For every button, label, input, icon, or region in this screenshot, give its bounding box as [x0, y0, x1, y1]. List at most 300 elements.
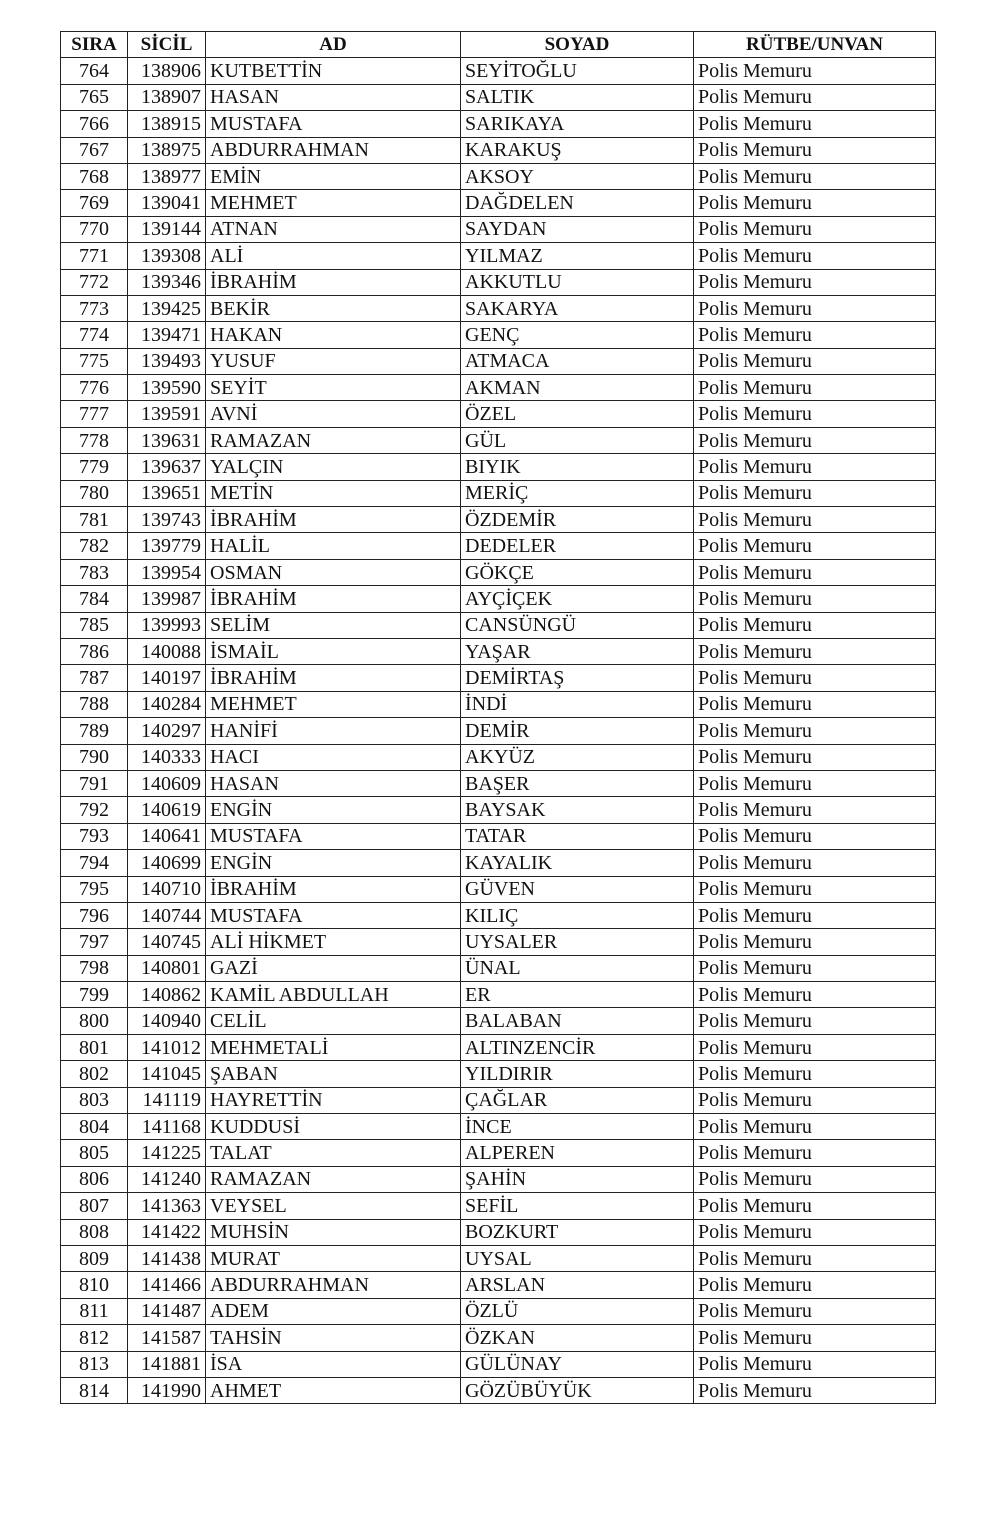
cell-ad: ŞABAN [206, 1061, 461, 1087]
cell-sira: 780 [61, 480, 128, 506]
table-row [61, 111, 936, 137]
cell-sira: 799 [61, 982, 128, 1008]
cell-soyad: TATAR [461, 823, 694, 849]
table-row [61, 427, 936, 453]
table-row [61, 770, 936, 796]
cell-soyad: DEDELER [461, 533, 694, 559]
cell-sicil: 141363 [128, 1193, 206, 1219]
cell-ad: MEHMET [206, 190, 461, 216]
cell-ad: MEHMET [206, 691, 461, 717]
cell-soyad: SEFİL [461, 1193, 694, 1219]
cell-soyad: ÖZEL [461, 401, 694, 427]
cell-soyad: ALTINZENCİR [461, 1034, 694, 1060]
cell-ad: İSMAİL [206, 638, 461, 664]
cell-sira: 766 [61, 111, 128, 137]
cell-rutbe: Polis Memuru [694, 1061, 936, 1087]
cell-rutbe: Polis Memuru [694, 454, 936, 480]
cell-sira: 794 [61, 850, 128, 876]
cell-soyad: BAYSAK [461, 797, 694, 823]
cell-soyad: ÇAĞLAR [461, 1087, 694, 1113]
cell-rutbe: Polis Memuru [694, 850, 936, 876]
cell-ad: HAYRETTİN [206, 1087, 461, 1113]
cell-soyad: ALPEREN [461, 1140, 694, 1166]
table-row [61, 665, 936, 691]
cell-sira: 792 [61, 797, 128, 823]
cell-sira: 785 [61, 612, 128, 638]
cell-sicil: 140744 [128, 902, 206, 928]
table-row [61, 1377, 936, 1403]
cell-sicil: 139144 [128, 216, 206, 242]
cell-rutbe: Polis Memuru [694, 1140, 936, 1166]
cell-ad: ATNAN [206, 216, 461, 242]
cell-sicil: 139993 [128, 612, 206, 638]
cell-rutbe: Polis Memuru [694, 638, 936, 664]
table-row [61, 612, 936, 638]
table-row [61, 1351, 936, 1377]
table-row [61, 243, 936, 269]
cell-ad: KUTBETTİN [206, 58, 461, 84]
cell-sicil: 139779 [128, 533, 206, 559]
cell-soyad: SAKARYA [461, 295, 694, 321]
cell-sira: 769 [61, 190, 128, 216]
cell-sicil: 139651 [128, 480, 206, 506]
cell-rutbe: Polis Memuru [694, 322, 936, 348]
cell-ad: ALİ [206, 243, 461, 269]
cell-sicil: 140940 [128, 1008, 206, 1034]
cell-soyad: ÖZKAN [461, 1325, 694, 1351]
cell-ad: KUDDUSİ [206, 1114, 461, 1140]
cell-ad: YUSUF [206, 348, 461, 374]
cell-rutbe: Polis Memuru [694, 1166, 936, 1192]
cell-sira: 806 [61, 1166, 128, 1192]
table-row [61, 1166, 936, 1192]
cell-ad: ABDURRAHMAN [206, 137, 461, 163]
cell-soyad: DEMİRTAŞ [461, 665, 694, 691]
table-row [61, 269, 936, 295]
cell-soyad: SAYDAN [461, 216, 694, 242]
cell-sira: 773 [61, 295, 128, 321]
cell-sicil: 139954 [128, 559, 206, 585]
cell-sira: 775 [61, 348, 128, 374]
cell-sicil: 138975 [128, 137, 206, 163]
cell-rutbe: Polis Memuru [694, 1219, 936, 1245]
cell-soyad: GÜLÜNAY [461, 1351, 694, 1377]
cell-sira: 782 [61, 533, 128, 559]
cell-ad: HASAN [206, 770, 461, 796]
cell-rutbe: Polis Memuru [694, 665, 936, 691]
cell-sira: 778 [61, 427, 128, 453]
cell-sicil: 138915 [128, 111, 206, 137]
cell-sicil: 140710 [128, 876, 206, 902]
cell-ad: ADEM [206, 1298, 461, 1324]
cell-sira: 788 [61, 691, 128, 717]
column-header-rutbe: RÜTBE/UNVAN [694, 32, 936, 58]
cell-ad: MEHMETALİ [206, 1034, 461, 1060]
table-row [61, 507, 936, 533]
cell-sicil: 140619 [128, 797, 206, 823]
cell-sicil: 140297 [128, 718, 206, 744]
cell-sira: 781 [61, 507, 128, 533]
cell-sira: 801 [61, 1034, 128, 1060]
table-row [61, 533, 936, 559]
cell-ad: MUSTAFA [206, 902, 461, 928]
cell-ad: AVNİ [206, 401, 461, 427]
cell-ad: VEYSEL [206, 1193, 461, 1219]
cell-rutbe: Polis Memuru [694, 137, 936, 163]
cell-soyad: SALTIK [461, 84, 694, 110]
cell-ad: İBRAHİM [206, 269, 461, 295]
cell-sira: 791 [61, 770, 128, 796]
cell-ad: SELİM [206, 612, 461, 638]
table-row [61, 823, 936, 849]
cell-sira: 776 [61, 375, 128, 401]
cell-soyad: UYSAL [461, 1245, 694, 1271]
table-row [61, 163, 936, 189]
cell-ad: İSA [206, 1351, 461, 1377]
cell-sira: 808 [61, 1219, 128, 1245]
cell-sicil: 138906 [128, 58, 206, 84]
cell-sira: 803 [61, 1087, 128, 1113]
cell-soyad: SARIKAYA [461, 111, 694, 137]
table-row [61, 322, 936, 348]
table-row [61, 1298, 936, 1324]
cell-ad: TAHSİN [206, 1325, 461, 1351]
cell-ad: SEYİT [206, 375, 461, 401]
cell-rutbe: Polis Memuru [694, 1193, 936, 1219]
cell-rutbe: Polis Memuru [694, 770, 936, 796]
cell-soyad: GÜVEN [461, 876, 694, 902]
cell-ad: İBRAHİM [206, 507, 461, 533]
cell-sira: 797 [61, 929, 128, 955]
cell-sira: 787 [61, 665, 128, 691]
cell-sicil: 139041 [128, 190, 206, 216]
cell-ad: GAZİ [206, 955, 461, 981]
cell-soyad: AKMAN [461, 375, 694, 401]
cell-sicil: 140801 [128, 955, 206, 981]
cell-rutbe: Polis Memuru [694, 190, 936, 216]
cell-soyad: CANSÜNGÜ [461, 612, 694, 638]
cell-ad: KAMİL ABDULLAH [206, 982, 461, 1008]
cell-rutbe: Polis Memuru [694, 902, 936, 928]
table-row [61, 1140, 936, 1166]
cell-sira: 764 [61, 58, 128, 84]
cell-soyad: BALABAN [461, 1008, 694, 1034]
cell-rutbe: Polis Memuru [694, 1087, 936, 1113]
cell-sira: 771 [61, 243, 128, 269]
cell-ad: MUHSİN [206, 1219, 461, 1245]
cell-sicil: 141240 [128, 1166, 206, 1192]
table-row [61, 1193, 936, 1219]
cell-ad: MUSTAFA [206, 823, 461, 849]
cell-soyad: BIYIK [461, 454, 694, 480]
cell-sicil: 140088 [128, 638, 206, 664]
cell-rutbe: Polis Memuru [694, 1272, 936, 1298]
cell-sicil: 140641 [128, 823, 206, 849]
cell-sira: 770 [61, 216, 128, 242]
cell-ad: HAKAN [206, 322, 461, 348]
table-row [61, 84, 936, 110]
cell-sicil: 140699 [128, 850, 206, 876]
cell-sicil: 141487 [128, 1298, 206, 1324]
cell-soyad: ÜNAL [461, 955, 694, 981]
cell-sira: 779 [61, 454, 128, 480]
cell-sira: 789 [61, 718, 128, 744]
cell-sicil: 139471 [128, 322, 206, 348]
cell-sira: 774 [61, 322, 128, 348]
cell-soyad: UYSALER [461, 929, 694, 955]
cell-soyad: BOZKURT [461, 1219, 694, 1245]
cell-sicil: 139743 [128, 507, 206, 533]
cell-sicil: 139591 [128, 401, 206, 427]
cell-soyad: AKYÜZ [461, 744, 694, 770]
table-row [61, 559, 936, 585]
cell-soyad: KAYALIK [461, 850, 694, 876]
cell-rutbe: Polis Memuru [694, 295, 936, 321]
table-row [61, 1087, 936, 1113]
cell-rutbe: Polis Memuru [694, 348, 936, 374]
cell-ad: AHMET [206, 1377, 461, 1403]
cell-soyad: ŞAHİN [461, 1166, 694, 1192]
cell-soyad: GÜL [461, 427, 694, 453]
table-row [61, 401, 936, 427]
cell-soyad: AKSOY [461, 163, 694, 189]
cell-rutbe: Polis Memuru [694, 797, 936, 823]
cell-sira: 809 [61, 1245, 128, 1271]
cell-ad: HALİL [206, 533, 461, 559]
cell-sira: 786 [61, 638, 128, 664]
table-row [61, 1272, 936, 1298]
cell-ad: OSMAN [206, 559, 461, 585]
cell-sicil: 140862 [128, 982, 206, 1008]
cell-soyad: GENÇ [461, 322, 694, 348]
table-row [61, 586, 936, 612]
cell-soyad: ATMACA [461, 348, 694, 374]
cell-rutbe: Polis Memuru [694, 533, 936, 559]
table-row [61, 929, 936, 955]
header-row [61, 32, 936, 58]
cell-sira: 814 [61, 1377, 128, 1403]
cell-rutbe: Polis Memuru [694, 876, 936, 902]
cell-rutbe: Polis Memuru [694, 1298, 936, 1324]
cell-rutbe: Polis Memuru [694, 823, 936, 849]
cell-ad: CELİL [206, 1008, 461, 1034]
cell-soyad: YILDIRIR [461, 1061, 694, 1087]
table-row [61, 876, 936, 902]
cell-sicil: 139987 [128, 586, 206, 612]
table-row [61, 348, 936, 374]
cell-sicil: 141422 [128, 1219, 206, 1245]
cell-rutbe: Polis Memuru [694, 1377, 936, 1403]
column-header-soyad: SOYAD [461, 32, 694, 58]
cell-soyad: KILIÇ [461, 902, 694, 928]
cell-sicil: 141881 [128, 1351, 206, 1377]
cell-ad: EMİN [206, 163, 461, 189]
cell-sira: 807 [61, 1193, 128, 1219]
cell-sira: 777 [61, 401, 128, 427]
column-header-ad: AD [206, 32, 461, 58]
cell-soyad: ÖZLÜ [461, 1298, 694, 1324]
cell-soyad: YAŞAR [461, 638, 694, 664]
cell-sira: 796 [61, 902, 128, 928]
cell-sira: 772 [61, 269, 128, 295]
cell-rutbe: Polis Memuru [694, 586, 936, 612]
cell-sira: 768 [61, 163, 128, 189]
table-row [61, 1061, 936, 1087]
cell-rutbe: Polis Memuru [694, 744, 936, 770]
cell-rutbe: Polis Memuru [694, 84, 936, 110]
cell-ad: RAMAZAN [206, 1166, 461, 1192]
cell-sicil: 141438 [128, 1245, 206, 1271]
column-header-sira: SIRA [61, 32, 128, 58]
cell-ad: ENGİN [206, 850, 461, 876]
cell-sicil: 139631 [128, 427, 206, 453]
cell-sicil: 141225 [128, 1140, 206, 1166]
cell-rutbe: Polis Memuru [694, 1351, 936, 1377]
cell-soyad: İNDİ [461, 691, 694, 717]
cell-ad: ENGİN [206, 797, 461, 823]
cell-rutbe: Polis Memuru [694, 427, 936, 453]
column-header-sicil: SİCİL [128, 32, 206, 58]
cell-sicil: 138977 [128, 163, 206, 189]
table-row [61, 216, 936, 242]
cell-soyad: AYÇİÇEK [461, 586, 694, 612]
cell-rutbe: Polis Memuru [694, 216, 936, 242]
cell-sira: 805 [61, 1140, 128, 1166]
cell-rutbe: Polis Memuru [694, 163, 936, 189]
cell-rutbe: Polis Memuru [694, 111, 936, 137]
cell-ad: METİN [206, 480, 461, 506]
cell-rutbe: Polis Memuru [694, 269, 936, 295]
cell-ad: MUSTAFA [206, 111, 461, 137]
table-row [61, 902, 936, 928]
table-row [61, 1325, 936, 1351]
cell-sira: 811 [61, 1298, 128, 1324]
table-row [61, 375, 936, 401]
cell-sicil: 141119 [128, 1087, 206, 1113]
cell-ad: HANİFİ [206, 718, 461, 744]
cell-soyad: ARSLAN [461, 1272, 694, 1298]
table-row [61, 744, 936, 770]
cell-rutbe: Polis Memuru [694, 58, 936, 84]
cell-sicil: 140197 [128, 665, 206, 691]
cell-soyad: MERİÇ [461, 480, 694, 506]
cell-ad: ALİ HİKMET [206, 929, 461, 955]
table-row [61, 454, 936, 480]
cell-rutbe: Polis Memuru [694, 1245, 936, 1271]
cell-ad: RAMAZAN [206, 427, 461, 453]
table-row [61, 638, 936, 664]
table-row [61, 1034, 936, 1060]
cell-soyad: AKKUTLU [461, 269, 694, 295]
cell-sicil: 138907 [128, 84, 206, 110]
table-row [61, 691, 936, 717]
cell-rutbe: Polis Memuru [694, 480, 936, 506]
table-row [61, 850, 936, 876]
table-row [61, 1114, 936, 1140]
cell-soyad: GÖZÜBÜYÜK [461, 1377, 694, 1403]
table-row [61, 137, 936, 163]
cell-soyad: SEYİTOĞLU [461, 58, 694, 84]
cell-sicil: 141587 [128, 1325, 206, 1351]
cell-rutbe: Polis Memuru [694, 612, 936, 638]
cell-sira: 810 [61, 1272, 128, 1298]
cell-soyad: GÖKÇE [461, 559, 694, 585]
cell-soyad: ER [461, 982, 694, 1008]
cell-sicil: 139590 [128, 375, 206, 401]
cell-ad: HASAN [206, 84, 461, 110]
cell-sicil: 139493 [128, 348, 206, 374]
cell-sira: 813 [61, 1351, 128, 1377]
cell-soyad: ÖZDEMİR [461, 507, 694, 533]
cell-sicil: 140609 [128, 770, 206, 796]
table-row [61, 955, 936, 981]
cell-rutbe: Polis Memuru [694, 1034, 936, 1060]
cell-sira: 784 [61, 586, 128, 612]
cell-rutbe: Polis Memuru [694, 1008, 936, 1034]
cell-sicil: 139346 [128, 269, 206, 295]
cell-ad: ABDURRAHMAN [206, 1272, 461, 1298]
table-row [61, 797, 936, 823]
cell-sicil: 139637 [128, 454, 206, 480]
cell-ad: İBRAHİM [206, 586, 461, 612]
table-row [61, 58, 936, 84]
cell-sira: 793 [61, 823, 128, 849]
cell-rutbe: Polis Memuru [694, 955, 936, 981]
table-row [61, 1245, 936, 1271]
cell-sira: 795 [61, 876, 128, 902]
cell-sicil: 141012 [128, 1034, 206, 1060]
cell-sira: 800 [61, 1008, 128, 1034]
cell-soyad: DEMİR [461, 718, 694, 744]
personnel-table [60, 31, 936, 1404]
cell-rutbe: Polis Memuru [694, 401, 936, 427]
cell-ad: YALÇIN [206, 454, 461, 480]
cell-soyad: BAŞER [461, 770, 694, 796]
cell-rutbe: Polis Memuru [694, 1114, 936, 1140]
cell-ad: BEKİR [206, 295, 461, 321]
table-row [61, 1219, 936, 1245]
cell-rutbe: Polis Memuru [694, 929, 936, 955]
cell-sicil: 141168 [128, 1114, 206, 1140]
cell-sicil: 141990 [128, 1377, 206, 1403]
cell-sicil: 139425 [128, 295, 206, 321]
cell-rutbe: Polis Memuru [694, 982, 936, 1008]
table-body [61, 58, 936, 1404]
cell-sicil: 141045 [128, 1061, 206, 1087]
cell-rutbe: Polis Memuru [694, 718, 936, 744]
cell-ad: İBRAHİM [206, 665, 461, 691]
cell-rutbe: Polis Memuru [694, 1325, 936, 1351]
table-row [61, 1008, 936, 1034]
cell-ad: HACI [206, 744, 461, 770]
table-row [61, 718, 936, 744]
cell-soyad: İNCE [461, 1114, 694, 1140]
cell-rutbe: Polis Memuru [694, 243, 936, 269]
table-row [61, 982, 936, 1008]
cell-soyad: YILMAZ [461, 243, 694, 269]
cell-sicil: 139308 [128, 243, 206, 269]
cell-sicil: 140745 [128, 929, 206, 955]
cell-ad: TALAT [206, 1140, 461, 1166]
cell-sira: 790 [61, 744, 128, 770]
cell-ad: İBRAHİM [206, 876, 461, 902]
cell-sira: 802 [61, 1061, 128, 1087]
cell-sicil: 140333 [128, 744, 206, 770]
cell-rutbe: Polis Memuru [694, 375, 936, 401]
table-row [61, 480, 936, 506]
cell-soyad: DAĞDELEN [461, 190, 694, 216]
cell-rutbe: Polis Memuru [694, 691, 936, 717]
